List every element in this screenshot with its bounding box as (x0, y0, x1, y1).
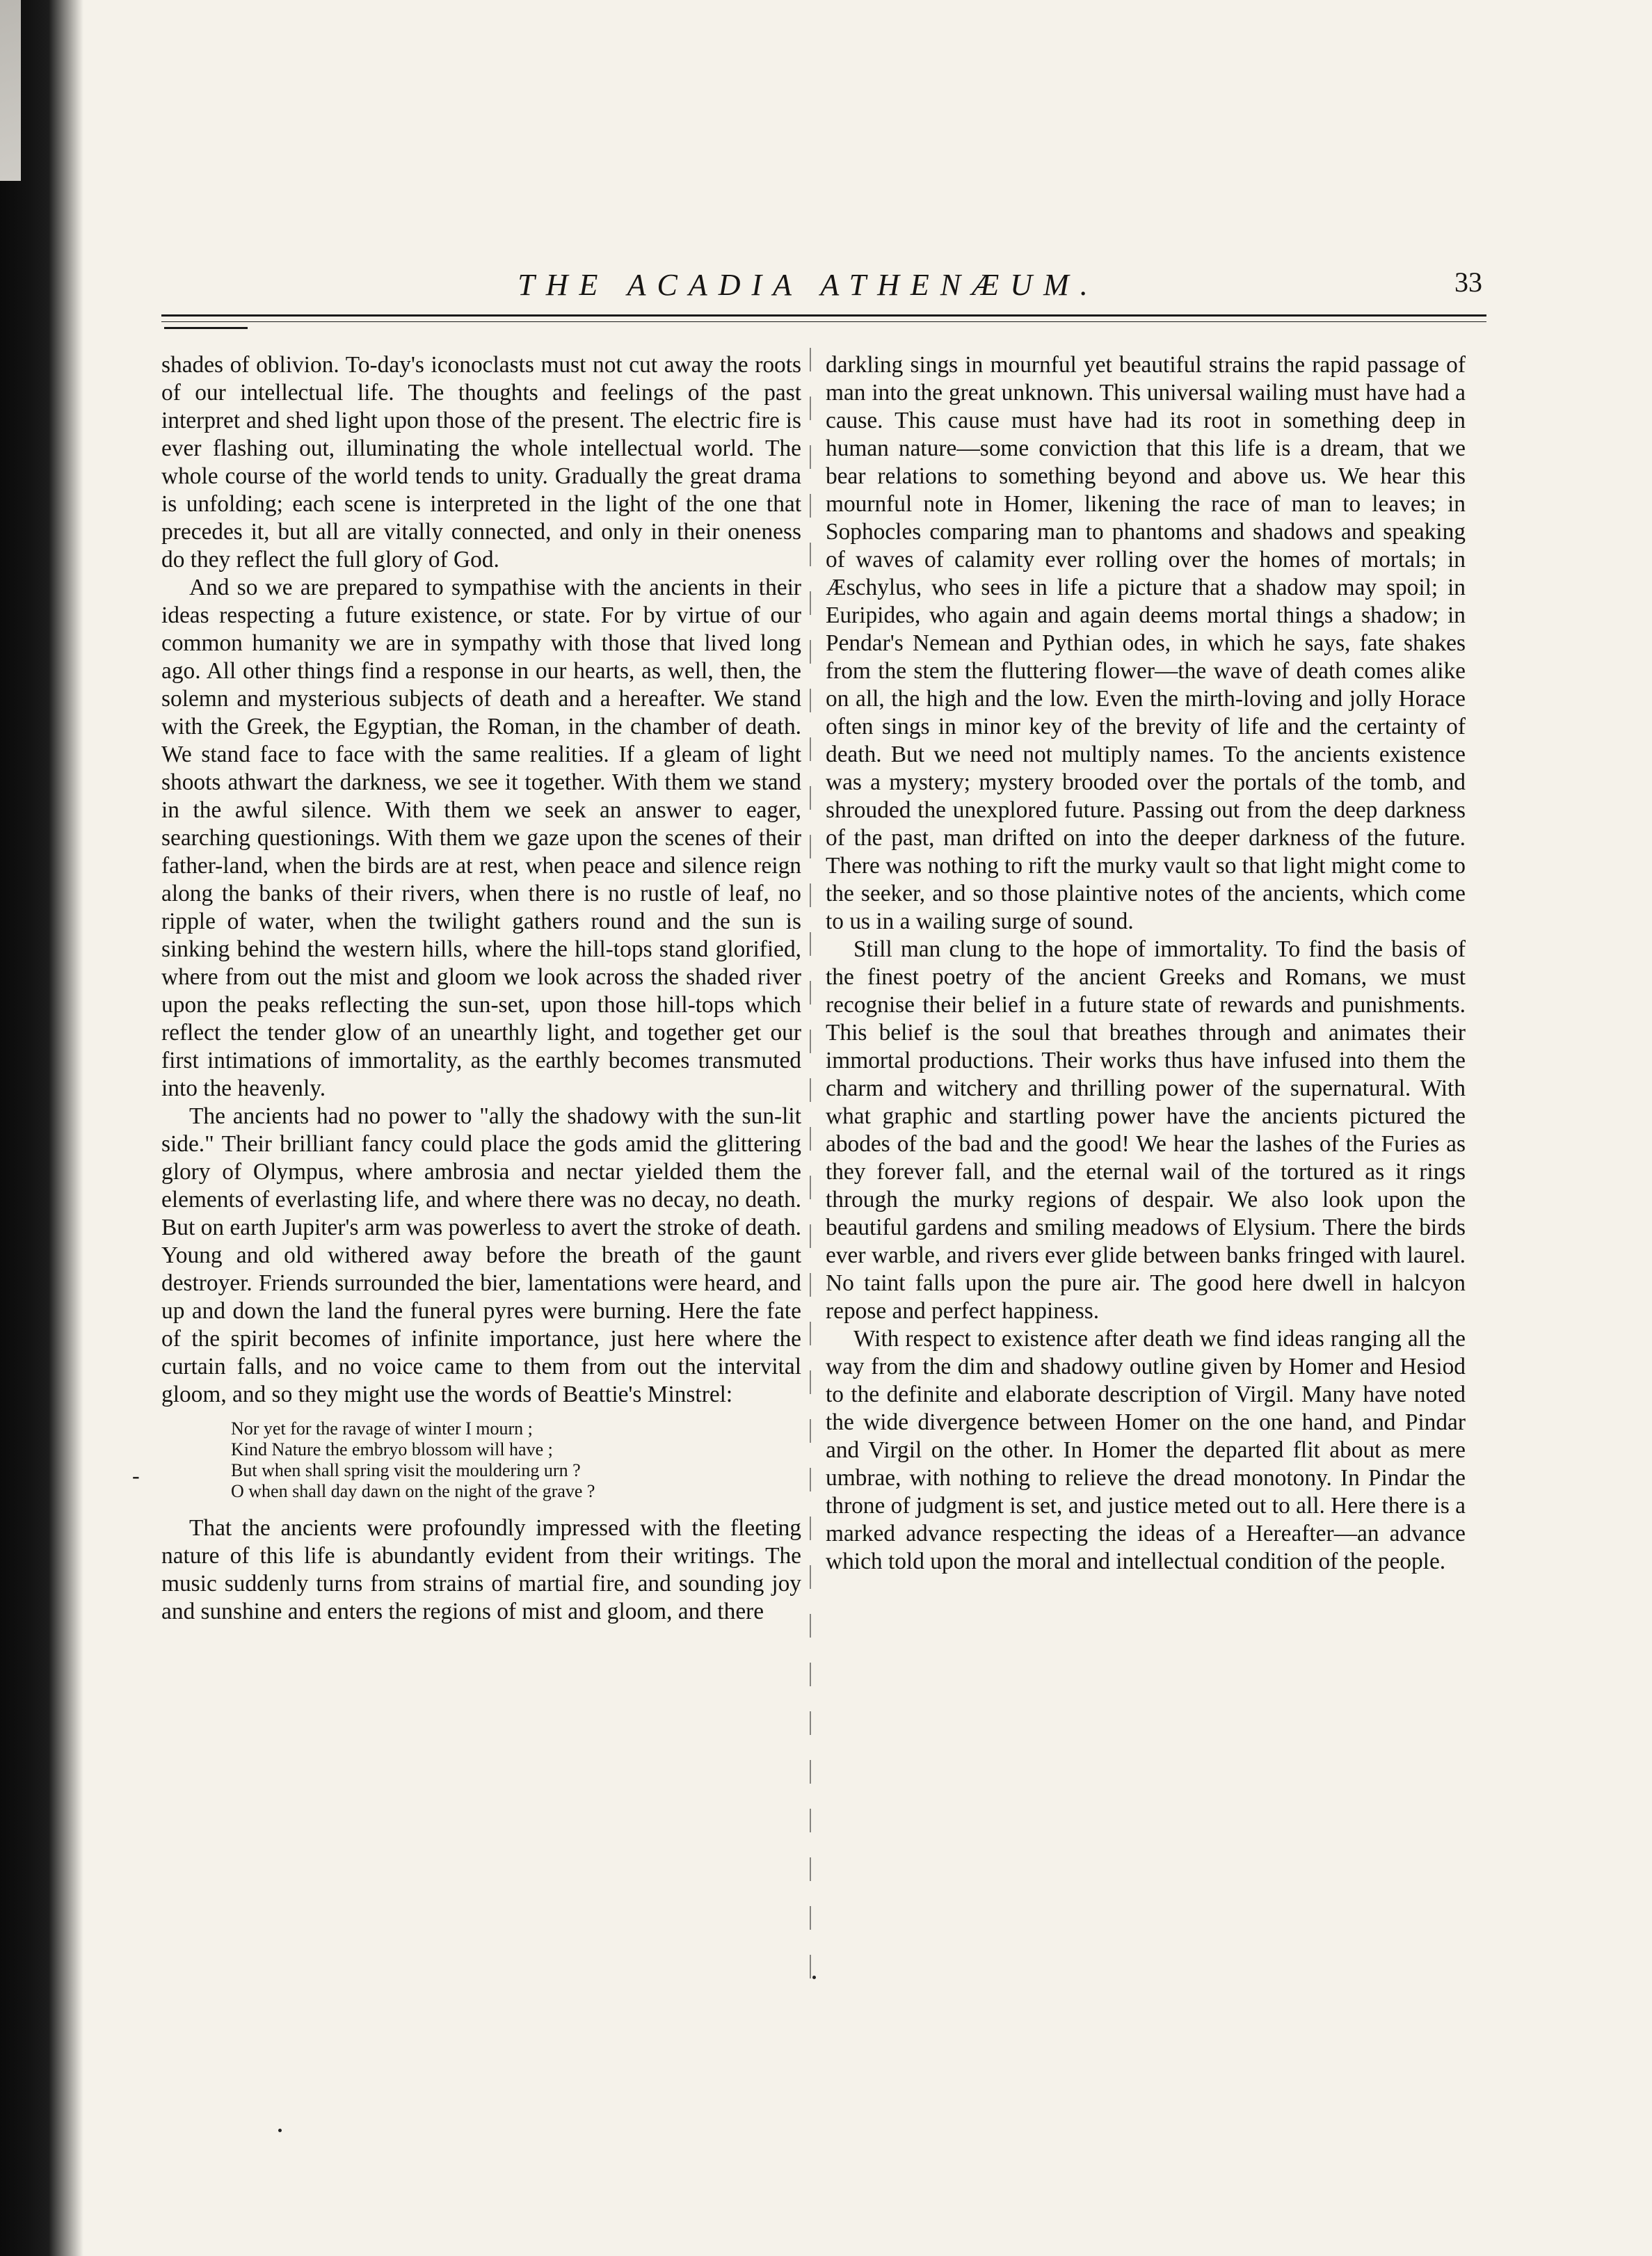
page-number: 33 (1454, 266, 1482, 298)
ink-speck (812, 1976, 816, 1979)
right-paragraph-1: darkling sings in mournful yet beautiful strains the rapid passage of man into the great unknown. This universal wailing must have had a cause. This cause must have had its root in something deep in human nature—some conviction that this life is a dream, that we bear relations to something beyond and above us. We hear this mournful note in Homer, likening the race of man to leaves; in Sophocles comparing man to phantoms and shadows and speaking of waves of calamity ever rolling over the homes of mortals; in Æschylus, who sees in life a picture that a shadow may spoil; in Euripides, who again and again deems mortal things a shadow; in Pendar's Nemean and Pythian odes, in which he says, fate shakes from the stem the fluttering flower—the wave of death comes alike on all, the high and the low. Even the mirth-loving and jolly Horace often sings in minor key of the brevity of life and the certainty of death. But we need not multiply names. To the ancients existence was a mystery; mystery brooded over the portals of the tomb, and shrouded the unexplored future. Passing out from the deep darkness of the past, man drifted on into the deeper darkness of the future. There was nothing to rift the murky vault so that light might come to the seeker, and so those plaintive notes of the ancients, which come to us in a wailing surge of sound. (826, 352, 1466, 934)
header-rule-short (164, 327, 248, 329)
binding-edge-highlight (0, 0, 21, 181)
left-paragraph-2: And so we are prepared to sympathise with the ancients in their ideas respecting a future existence, or state. For by virtue of our common humanity we are in sympathy with those that lived long ago. All other things find a response in our hearts, as well, then, the solemn and mysterious subjects of death and a hereafter. We stand with the Greek, the Egyptian, the Roman, in the chamber of death. We stand face to face with the same realities. If a gleam of light shoots athwart the darkness, we see it together. With them we stand in the awful silence. With them we seek an answer to eager, searching questionings. With them we gaze upon the scenes of their father-land, when the birds are at rest, when peace and silence reign along the banks of their rivers, when there is no rustle of leaf, no ripple of water, when the twilight gathers round and the sun is sinking behind the western hills, where the hill-tops stand glorified, where from out the mist and gloom we look across the shaded river upon the peaks reflecting the sun-set, upon those hill-tops which reflect the tender glow of an unearthly light, and together get our first intimations of immortality, as the earthly becomes transmuted into the heavenly. (161, 575, 801, 1101)
left-paragraph-1: shades of oblivion. To-day's iconoclasts must not cut away the roots of our intellectual life. The thoughts and feelings of the past interpret and shed light upon those of the present. The electric fire is ever flashing out, illuminating the whole intellectual world. The whole course of the world tends to unity. Gradually the great drama is unfolding; each scene is interpreted in the light of the one that precedes it, but all are vitally connected, and only in their oneness do they reflect the full glory of God. (161, 352, 801, 573)
column-divider (810, 348, 811, 1986)
page-header (161, 263, 1486, 305)
left-paragraph-3: The ancients had no power to "ally the shadowy with the sun-lit side." Their brilliant fancy could place the gods amid the glittering glory of Olympus, where ambrosia and nectar yielded them the elements of everlasting life, and where there was no decay, no death. But on earth Jupiter's arm was powerless to avert the stroke of death. Young and old withered away before the breath of the gaunt destroyer. Friends surrounded the bier, lamentations were heard, and up and down the land the funeral pyres were burning. Here the fate of the spirit becomes of infinite importance, just here where the curtain falls, and no voice came to them from out the intervital gloom, and so they might use the words of Beattie's Minstrel: (161, 1103, 801, 1407)
running-title: THE ACADIA ATHENÆUM. (518, 268, 1099, 302)
poem-quotation (231, 1418, 801, 1502)
ink-speck (278, 2129, 282, 2132)
right-column (826, 351, 1466, 1576)
margin-mark: - (132, 1463, 140, 1488)
page-binding-edge (0, 0, 83, 2256)
poem-line-1: Nor yet for the ravage of winter I mourn ; (231, 1418, 533, 1439)
poem-line-4: O when shall day dawn on the night of the grave ? (231, 1481, 595, 1501)
right-paragraph-2: Still man clung to the hope of immortality. To find the basis of the finest poetry of the ancient Greeks and Romans, we must recognise their belief in a future state of rewards and punishments. This belief is the soul that breathes through and animates their immortal productions. Their works thus have infused into them the charm and witchery and thrilling power of the supernatural. With what graphic and startling power have the ancients pictured the abodes of the bad and the good! We hear the lashes of the Furies as they forever fall, and the eternal wail of the tortured as it rings through the murky regions of despair. We also look upon the beautiful gardens and smiling meadows of Elysium. There the birds ever warble, and rivers ever glide between banks fringed with laurel. No taint falls upon the pure air. The good here dwell in halcyon repose and perfect happiness. (826, 936, 1466, 1324)
left-paragraph-closing: That the ancients were profoundly impressed with the fleeting nature of this life is abundantly evident from their writings. The music suddenly turns from strains of martial fire, and sounding joy and sunshine and enters the regions of mist and gloom, and there (161, 1515, 801, 1624)
header-rule-thick (161, 314, 1486, 317)
header-rule-thin (161, 321, 1486, 322)
poem-line-2: Kind Nature the embryo blossom will have ; (231, 1439, 553, 1459)
right-paragraph-3: With respect to existence after death we find ideas ranging all the way from the dim and shadowy outline given by Homer and Hesiod to the definite and elaborate description of Virgil. Many have noted the wide divergence between Homer on the one hand, and Pindar and Virgil on the other. In Homer the departed flit about as mere umbrae, with nothing to relieve the dread monotony. In Pindar the throne of judgment is set, and justice meted out to all. Here there is a marked advance respecting the ideas of a Hereafter—an advance which told upon the moral and intellectual condition of the people. (826, 1326, 1466, 1574)
poem-line-3: But when shall spring visit the mouldering urn ? (231, 1460, 581, 1480)
left-column (161, 351, 801, 1626)
